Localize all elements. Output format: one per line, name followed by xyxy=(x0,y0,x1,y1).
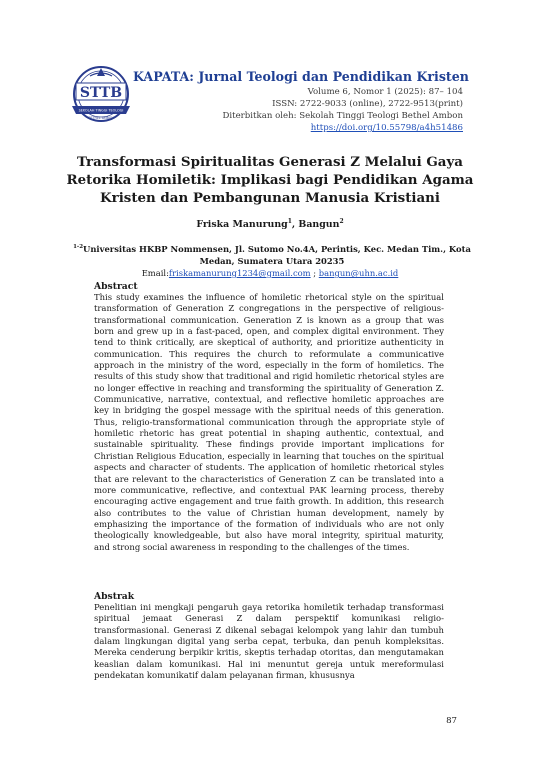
journal-volume: Volume 6, Nomor 1 (2025): 87– 104 xyxy=(307,87,463,97)
journal-logo xyxy=(62,62,140,128)
abstract-heading: Abstract xyxy=(94,281,138,292)
author-1: Friska Manurung xyxy=(196,219,288,231)
abstrak-heading: Abstrak xyxy=(94,591,135,602)
affiliation-line-2: Medan, Sumatera Utara 20235 xyxy=(199,255,345,266)
logo-ribbon-text-2: BETHEL AMBON xyxy=(88,116,114,120)
page-number: 87 xyxy=(446,716,457,726)
author-2: Bangun xyxy=(298,219,340,231)
email-link-1[interactable]: friskamanurung1234@gmail.com xyxy=(168,268,311,278)
affiliation-sup: 1-2 xyxy=(73,244,84,250)
journal-publisher: Diterbitkan oleh: Sekolah Tinggi Teologi Bethel Ambon xyxy=(222,111,463,121)
abstrak-text: Penelitian ini mengkaji pengaruh gaya retorika homiletik terhadap transformasi spiritual jemaat Generasi Z dalam perspektif komunikasi religio-transformasional. Generasi Z dikenal sebagai kelompok yang lahir dan tumbuh dalam lingkungan digital yang serba cepat, terbuka, dan penuh kompleksitas. Mereka cenderung berpikir kritis, skeptis terhadap otoritas, dan mengutamakan keaslian dalam komunikasi. Hal ini menuntut gereja untuk mereformulasi pendekatan komunikatif dalam pelayanan firman, khususnya xyxy=(94,602,444,681)
email-separator: ; xyxy=(310,268,319,278)
logo-ribbon-text: SEKOLAH TINGGI TEOLOGI xyxy=(78,108,124,113)
journal-title: KAPATA: Jurnal Teologi dan Pendidikan Kristen xyxy=(133,69,469,84)
author-1-sup: 1 xyxy=(287,218,292,225)
author-2-sup: 2 xyxy=(339,218,344,225)
email-label: Email: xyxy=(141,268,169,278)
abstract-text: This study examines the influence of homiletic rhetorical style on the spiritual transformation of Generation Z congregations in the perspective of religious-transformational communication. Generation Z is known as a group that was born and grew up in a fast-paced, open, and complex digital environment. They tend to think critically, are skeptical of authority, and prioritize authenticity in communication. This requires the church to reformulate a communicative approach in the ministry of the word, especially in the form of homiletics. The results of this study show that traditional and rigid homiletic rhetorical styles are no longer effective in reaching and transforming the spirituality of Generation Z. Communicative, narrative, contextual, and reflective homiletic approaches are key in bridging the gospel message with the spiritual needs of this generation. Thus, religio-transformational communication through the appropriate style of homiletic rhetoric has great potential in shaping authentic, contextual, and sustainable spirituality. These findings provide important implications for Christian Religious Education, especially in learning that touches on the spiritual aspects and character of students. The application of homiletic rhetorical styles that are relevant to the characteristics of Generation Z can be translated into a more communicative, reflective, and contextual PAK learning process, thereby encouraging active engagement and true faith growth. In addition, this research also contributes to the value of Christian human development, namely by emphasizing the importance of the formation of individuals who are not only theologically knowledgeable, but also have moral integrity, spiritual maturity, and strong social awareness in responding to the challenges of the times. xyxy=(94,292,444,552)
email-line xyxy=(60,268,480,278)
author-separator: , xyxy=(291,219,299,231)
title-line-2: Retorika Homiletik: Implikasi bagi Pendidikan Agama xyxy=(66,172,474,188)
title-line-3: Kristen dan Pembangunan Manusia Kristiani xyxy=(100,190,440,206)
logo-text: STTB xyxy=(79,85,123,101)
journal-issn: ISSN: 2722-9033 (online), 2722-9513(print) xyxy=(272,99,463,109)
doi-link[interactable]: https://doi.org/10.55798/a4h51486 xyxy=(310,123,463,133)
affiliation xyxy=(72,241,472,267)
authors xyxy=(60,218,480,230)
email-link-2[interactable]: bangun@uhn.ac.id xyxy=(318,268,399,278)
title-line-1: Transformasi Spiritualitas Generasi Z Melalui Gaya xyxy=(77,154,463,170)
affiliation-line-1: Universitas HKBP Nommensen, Jl. Sutomo No.4A, Perintis, Kec. Medan Tim., Kota xyxy=(83,243,471,254)
article-title xyxy=(60,153,480,207)
journal-header xyxy=(133,69,469,134)
